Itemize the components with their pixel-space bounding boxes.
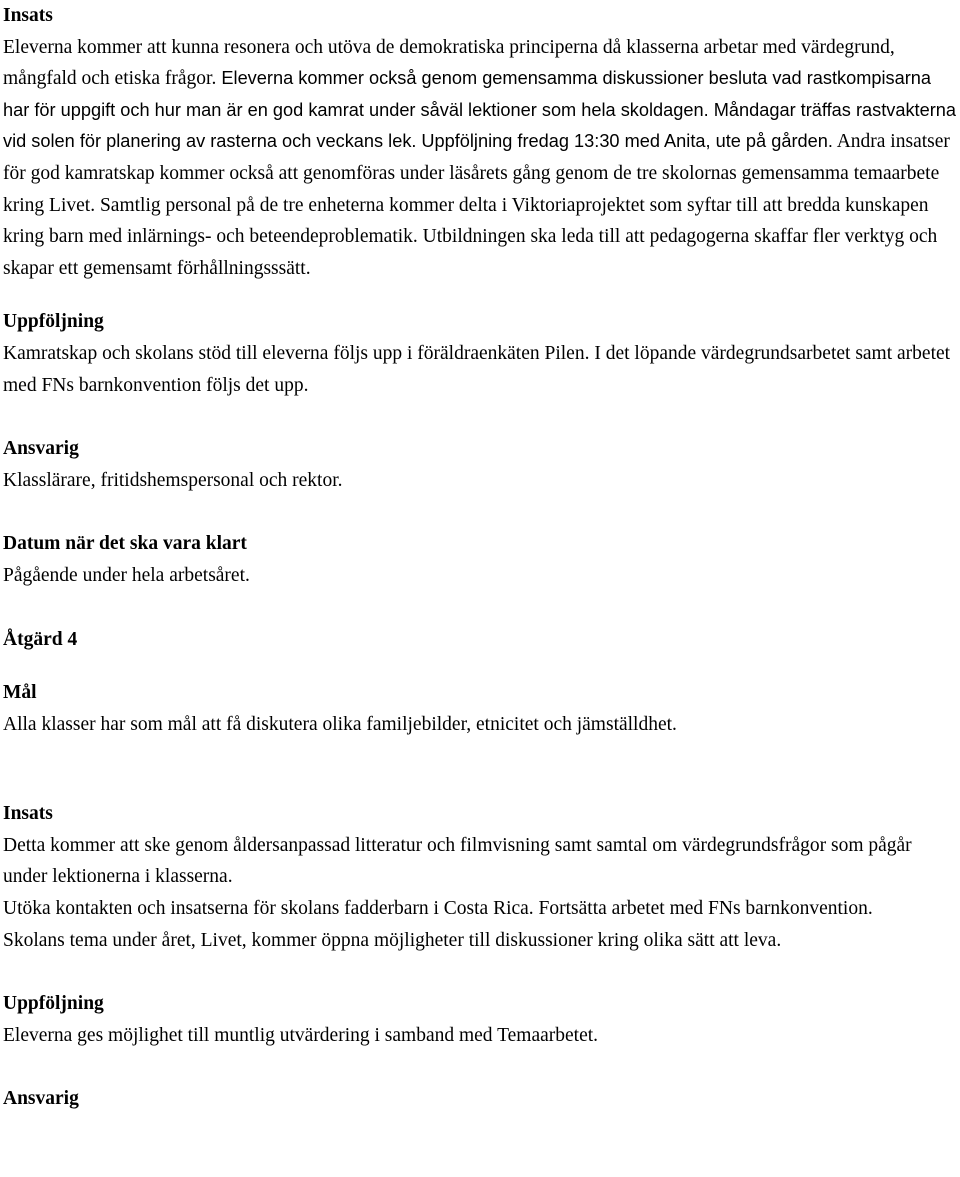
section-ansvarig-2 bbox=[3, 1083, 958, 1115]
paragraph-insats-2-p2: Utöka kontakten och insatserna för skolans fadderbarn i Costa Rica. Fortsätta arbetet med FNs barnkonvention. bbox=[3, 898, 873, 920]
heading-datum: Datum när det ska vara klart bbox=[3, 533, 247, 555]
insats-text-c: Uppföljning fredag 13:30 med Anita, ute på gården. bbox=[421, 131, 833, 152]
section-uppfoljning-2 bbox=[3, 988, 958, 1051]
section-insats-1 bbox=[3, 0, 958, 284]
paragraph-insats-body bbox=[3, 32, 958, 285]
paragraph-insats-2-p3: Skolans tema under året, Livet, kommer öppna möjligheter till diskussioner kring olika sätt att leva. bbox=[3, 929, 782, 951]
heading-ansvarig-2: Ansvarig bbox=[3, 1088, 79, 1110]
insats-text-b: Eleverna kommer också genom gemensamma diskussioner besluta vad rastkompisarna har för uppgift och hur man är en god kamrat under såväl lektioner som hela skoldagen. Måndagar träffas rastvakterna vid solen för planering av rasterna och veckans lek. bbox=[3, 68, 957, 152]
heading-mal: Mål bbox=[3, 682, 37, 704]
insats-text-a: Eleverna kommer att kunna resonera och utöva de demokratiska principerna då klasserna arbetar med värdegrund, mångfald och etiska frågor. bbox=[3, 36, 895, 90]
heading-uppfoljning-2: Uppföljning bbox=[3, 993, 104, 1015]
paragraph-datum-body: Pågående under hela arbetsåret. bbox=[3, 564, 250, 586]
section-datum bbox=[3, 528, 958, 591]
heading-insats-2: Insats bbox=[3, 803, 53, 825]
section-mal bbox=[3, 677, 958, 740]
paragraph-mal-body: Alla klasser har som mål att få diskutera olika familjebilder, etnicitet och jämställdhet. bbox=[3, 713, 677, 735]
insats-text-d: Andra insatser för god kamratskap kommer också att genomföras under läsårets gång genom de tre skolornas gemensamma temaarbete kring Livet. Samtlig personal på de tre enheterna kommer delta i Viktoriaprojektet som syftar till att bredda kunskapen kring barn med inlärnings- och beteendeproblematik. Utbildningen ska leda till att pedagogerna skaffar fler verktyg och skapar ett gemensamt förhållningsssätt. bbox=[3, 131, 950, 279]
paragraph-uppfoljning-2-body: Eleverna ges möjlighet till muntlig utvärdering i samband med Temaarbetet. bbox=[3, 1024, 599, 1046]
heading-insats: Insats bbox=[3, 5, 53, 26]
paragraph-ansvarig-body: Klasslärare, fritidshemspersonal och rektor. bbox=[3, 469, 343, 491]
paragraph-uppfoljning-body: Kamratskap och skolans stöd till eleverna följs upp i föräldraenkäten Pilen. I det löpande värdegrundsarbetet samt arbetet med FNs barnkonvention följs det upp. bbox=[3, 342, 951, 396]
heading-uppfoljning: Uppföljning bbox=[3, 311, 104, 333]
section-atgard-4 bbox=[3, 624, 958, 656]
heading-atgard-4: Åtgärd 4 bbox=[3, 628, 78, 650]
paragraph-insats-2-p1: Detta kommer att ske genom åldersanpassad litteratur och filmvisning samt samtal om värdegrundsfrågor som pågår under lektionerna i klasserna. bbox=[3, 834, 912, 888]
section-ansvarig-1 bbox=[3, 433, 958, 496]
heading-ansvarig: Ansvarig bbox=[3, 438, 79, 460]
section-insats-2 bbox=[3, 798, 958, 956]
section-uppfoljning-1 bbox=[3, 306, 958, 401]
